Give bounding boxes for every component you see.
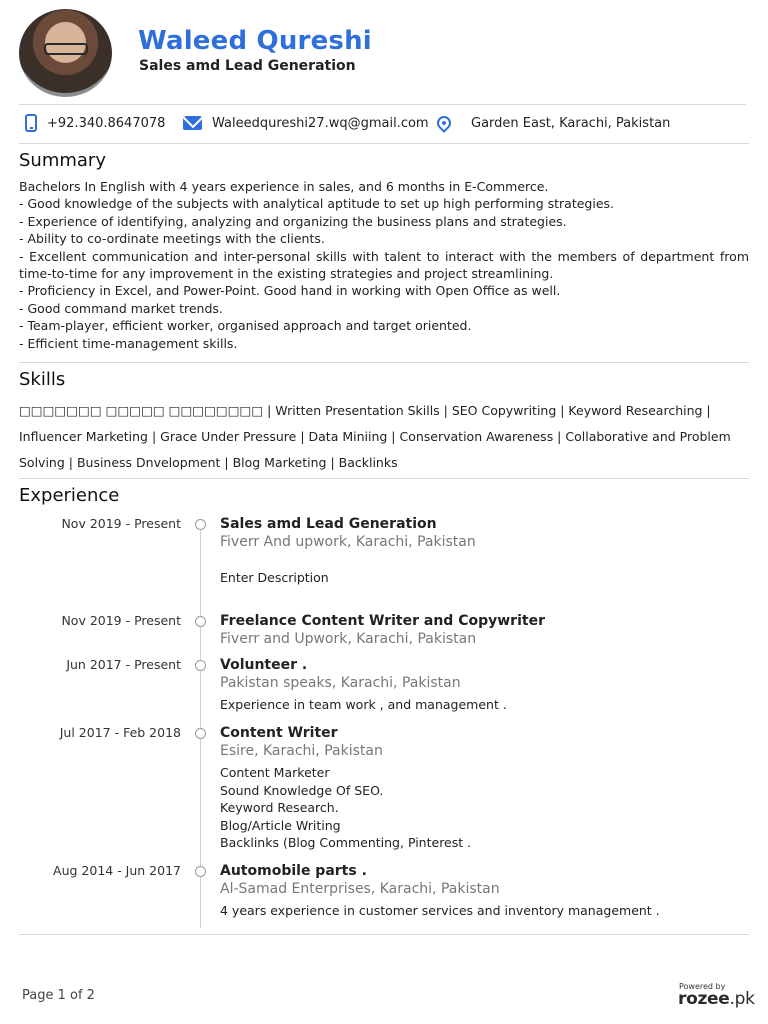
experience-desc: Sound Knowledge Of SEO. xyxy=(220,782,384,798)
experience-role: Freelance Content Writer and Copywriter xyxy=(220,613,545,629)
timeline-dot-icon xyxy=(195,519,206,530)
divider xyxy=(19,478,749,479)
experience-desc: Enter Description xyxy=(220,570,329,585)
experience-role: Sales amd Lead Generation xyxy=(220,516,437,532)
experience-date: Nov 2019 - Present xyxy=(61,516,181,531)
timeline-dot-icon xyxy=(195,616,206,627)
experience-desc: Content Marketer xyxy=(220,765,330,780)
contact-row xyxy=(19,110,746,136)
summary-line: - Excellent communication and inter-personal skills with talent to interact with the members of department from time-to-time for any improvement in the existing strategies and project streamlining. xyxy=(19,248,749,282)
contact-phone[interactable] xyxy=(25,110,165,136)
experience-desc: 4 years experience in customer services and inventory management . xyxy=(220,903,660,918)
experience-role: Content Writer xyxy=(220,725,338,741)
divider xyxy=(19,104,746,105)
experience-date: Nov 2019 - Present xyxy=(61,613,181,628)
experience-role: Volunteer . xyxy=(220,657,308,673)
contact-email[interactable] xyxy=(183,110,429,136)
experience-desc: Experience in team work , and management . xyxy=(220,697,507,712)
summary-heading: Summary xyxy=(19,150,106,171)
experience-desc: Blog/Article Writing xyxy=(220,817,341,833)
rozee-logo[interactable] xyxy=(678,989,755,1009)
summary-line: - Experience of identifying, analyzing and organizing the business plans and strategies. xyxy=(19,213,567,229)
divider xyxy=(19,143,749,144)
summary-line: - Good command market trends. xyxy=(19,300,223,316)
brand-name: rozee xyxy=(678,989,730,1009)
experience-role: Automobile parts . xyxy=(220,863,367,879)
experience-company: Esire, Karachi, Pakistan xyxy=(220,743,383,759)
experience-company: Fiverr And upwork, Karachi, Pakistan xyxy=(220,534,476,550)
summary-line: - Proficiency in Excel, and Power-Point. Good hand in working with Open Office as well. xyxy=(19,283,561,299)
summary-line: - Good knowledge of the subjects with analytical aptitude to set up high performing strategies. xyxy=(19,196,615,212)
mail-icon xyxy=(183,116,202,130)
experience-company: Al-Samad Enterprises, Karachi, Pakistan xyxy=(220,881,500,897)
profile-photo xyxy=(19,9,112,97)
map-pin-icon xyxy=(434,113,454,133)
phone-text: +92.340.8647078 xyxy=(47,115,166,131)
glasses-detail xyxy=(44,43,88,55)
location-text: Garden East, Karachi, Pakistan xyxy=(471,115,671,131)
experience-company: Fiverr and Upwork, Karachi, Pakistan xyxy=(220,631,477,647)
divider xyxy=(19,362,749,363)
contact-location xyxy=(437,110,670,136)
summary-line: - Team-player, efficient worker, organised approach and target oriented. xyxy=(19,318,472,334)
experience-desc: Keyword Research. xyxy=(220,800,339,815)
experience-desc: Backlinks (Blog Commenting, Pinterest . xyxy=(220,835,472,850)
phone-icon xyxy=(25,114,37,132)
summary-line: - Efficient time-management skills. xyxy=(19,335,238,351)
candidate-title: Sales amd Lead Generation xyxy=(139,58,356,74)
brand-suffix: .pk xyxy=(729,989,755,1009)
summary-line: Bachelors In English with 4 years experience in sales, and 6 months in E-Commerce. xyxy=(19,179,549,194)
skills-heading: Skills xyxy=(19,369,66,390)
experience-date: Aug 2014 - Jun 2017 xyxy=(53,863,181,878)
powered-by-label: Powered by xyxy=(679,982,726,991)
summary-body xyxy=(19,178,749,352)
experience-date: Jun 2017 - Present xyxy=(66,657,181,672)
timeline-dot-icon xyxy=(195,660,206,671)
page-indicator: Page 1 of 2 xyxy=(22,988,95,1003)
skills-list: □□□□□□□ □□□□□ □□□□□□□□ | Written Presentation Skills | SEO Copywriting | Keyword Researching | Influencer Marketing | Grace Under Pressure | Data Miniing | Conservation Awareness | Collaborative and Problem Solving | Business Dnvelopment | Blog Marketing | Backlinks xyxy=(19,403,731,470)
experience-date: Jul 2017 - Feb 2018 xyxy=(59,725,181,740)
timeline-dot-icon xyxy=(195,866,206,877)
email-text: Waleedqureshi27.wq@gmail.com xyxy=(212,115,429,131)
divider xyxy=(19,934,749,935)
candidate-name: Waleed Qureshi xyxy=(138,26,372,56)
summary-line: - Ability to co-ordinate meetings with the clients. xyxy=(19,231,325,247)
experience-heading: Experience xyxy=(19,485,120,506)
timeline-dot-icon xyxy=(195,728,206,739)
experience-company: Pakistan speaks, Karachi, Pakistan xyxy=(220,675,461,691)
resume-header xyxy=(19,9,749,99)
